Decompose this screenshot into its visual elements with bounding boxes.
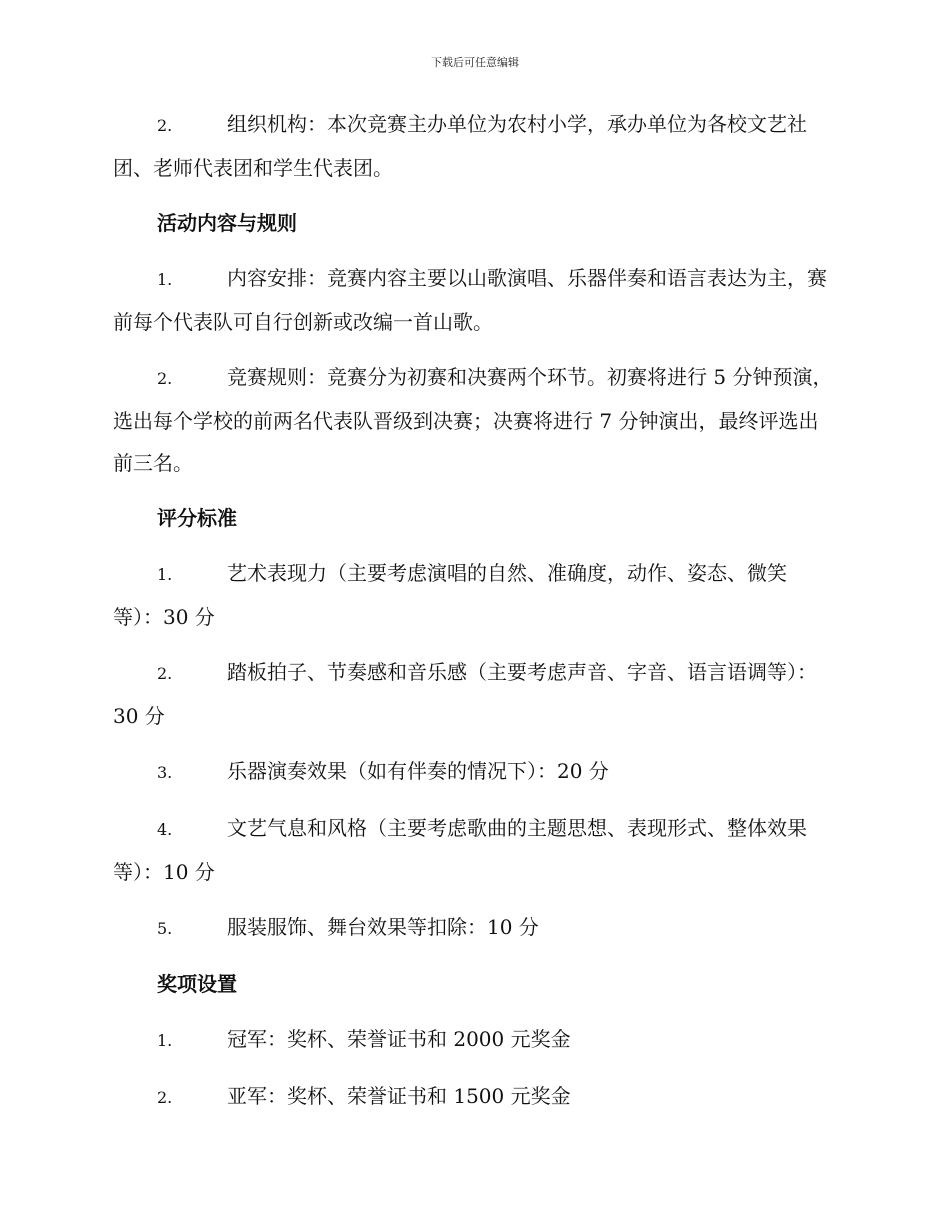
list-number: 4. [157, 820, 173, 839]
page-header: 下载后可任意编辑 [431, 56, 519, 69]
list-number: 1. [157, 1031, 173, 1050]
list-item [113, 906, 835, 950]
list-item [113, 103, 835, 189]
list-text: 冠军：奖杯、荣誉证书和 2000 元奖金 [227, 1027, 571, 1051]
list-item [113, 1075, 835, 1119]
list-item [113, 356, 835, 484]
list-text: 艺术表现力（主要考虑演唱的自然、准确度，动作、姿态、微笑等）：30 分 [113, 561, 787, 629]
list-text: 文艺气息和风格（主要考虑歌曲的主题思想、表现形式、整体效果等）：10 分 [113, 816, 807, 884]
list-number: 2. [157, 369, 173, 388]
list-text: 内容安排：竞赛内容主要以山歌演唱、乐器伴奏和语言表达为主，赛前每个代表队可自行创新或改编一首山歌。 [113, 266, 827, 334]
list-text: 踏板拍子、节奏感和音乐感（主要考虑声音、字音、语言语调等）：30 分 [113, 660, 817, 728]
list-item [113, 651, 835, 737]
list-number: 5. [157, 919, 173, 938]
list-number: 3. [157, 763, 173, 782]
list-text: 亚军：奖杯、荣誉证书和 1500 元奖金 [227, 1084, 571, 1108]
section-heading: 活动内容与规则 [157, 211, 297, 235]
list-item [113, 750, 835, 794]
list-item [113, 552, 835, 638]
list-text: 服装服饰、舞台效果等扣除：10 分 [227, 915, 539, 939]
list-item [113, 807, 835, 893]
list-number: 1. [157, 270, 173, 289]
list-number: 1. [157, 565, 173, 584]
list-text: 乐器演奏效果（如有伴奏的情况下）：20 分 [227, 759, 609, 783]
list-text: 组织机构：本次竞赛主办单位为农村小学，承办单位为各校文艺社团、老师代表团和学生代表团。 [113, 112, 807, 180]
list-number: 2. [157, 116, 173, 135]
document-body [113, 103, 835, 1132]
list-text: 竞赛规则：竞赛分为初赛和决赛两个环节。初赛将进行 5 分钟预演，选出每个学校的前两名代表队晋级到决赛；决赛将进行 7 分钟演出，最终评选出前三名。 [113, 365, 833, 475]
list-item [113, 1018, 835, 1062]
list-item [113, 257, 835, 343]
list-number: 2. [157, 1088, 173, 1107]
section-heading: 奖项设置 [157, 972, 237, 996]
list-number: 2. [157, 664, 173, 683]
section-heading: 评分标准 [157, 506, 237, 530]
